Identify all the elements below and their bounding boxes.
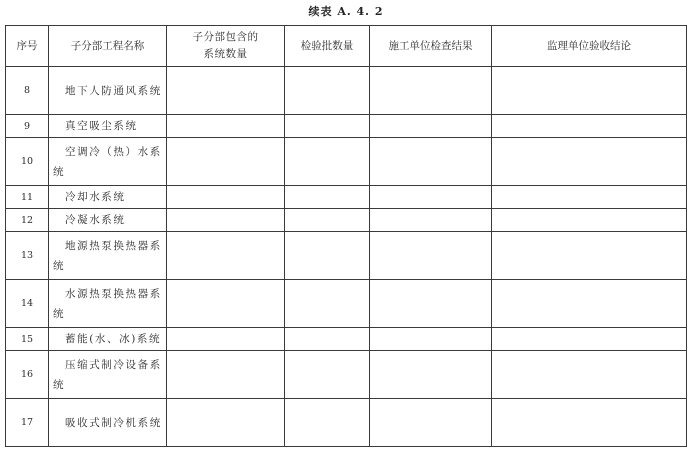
row-count xyxy=(167,67,285,115)
row-no: 15 xyxy=(6,328,49,351)
acceptance-table xyxy=(5,25,687,447)
row-no: 11 xyxy=(6,186,49,209)
header-batch: 检验批数量 xyxy=(285,26,370,67)
row-no: 13 xyxy=(6,232,49,280)
row-supervision xyxy=(492,328,687,351)
header-count xyxy=(167,26,285,67)
row-no: 16 xyxy=(6,351,49,399)
row-name: 压缩式制冷设备系统 xyxy=(53,358,162,391)
row-name: 冷却水系统 xyxy=(65,191,126,203)
row-name-cell xyxy=(49,280,167,328)
table-body xyxy=(6,67,687,447)
row-count xyxy=(167,186,285,209)
table-row xyxy=(6,186,687,209)
row-supervision xyxy=(492,67,687,115)
row-construction xyxy=(370,138,492,186)
table-row xyxy=(6,232,687,280)
row-name: 真空吸尘系统 xyxy=(65,120,138,132)
row-no: 12 xyxy=(6,209,49,232)
header-name: 子分部工程名称 xyxy=(49,26,167,67)
row-count xyxy=(167,232,285,280)
row-name-cell xyxy=(49,328,167,351)
table-row xyxy=(6,67,687,115)
row-name-cell xyxy=(49,399,167,447)
row-batch xyxy=(285,138,370,186)
table-row xyxy=(6,115,687,138)
table-row xyxy=(6,351,687,399)
row-construction xyxy=(370,280,492,328)
row-batch xyxy=(285,186,370,209)
row-count xyxy=(167,328,285,351)
table-row xyxy=(6,209,687,232)
row-batch xyxy=(285,280,370,328)
row-batch xyxy=(285,232,370,280)
row-supervision xyxy=(492,232,687,280)
row-name-cell xyxy=(49,67,167,115)
header-supervision: 监理单位验收结论 xyxy=(492,26,687,67)
row-count xyxy=(167,115,285,138)
row-name-cell xyxy=(49,186,167,209)
row-construction xyxy=(370,186,492,209)
row-name: 地下人防通风系统 xyxy=(65,84,162,97)
row-construction xyxy=(370,115,492,138)
row-name: 吸收式制冷机系统 xyxy=(65,416,162,429)
row-no: 8 xyxy=(6,67,49,115)
row-name: 水源热泵换热器系统 xyxy=(53,287,162,320)
row-name: 冷凝水系统 xyxy=(65,214,126,226)
row-supervision xyxy=(492,138,687,186)
row-construction xyxy=(370,399,492,447)
table-row xyxy=(6,280,687,328)
row-supervision xyxy=(492,209,687,232)
row-batch xyxy=(285,351,370,399)
row-construction xyxy=(370,328,492,351)
table-row xyxy=(6,328,687,351)
row-name: 地源热泵换热器系统 xyxy=(53,239,162,272)
row-no: 17 xyxy=(6,399,49,447)
row-batch xyxy=(285,209,370,232)
table-caption: 续表 A. 4. 2 xyxy=(308,5,384,18)
row-name: 蓄能(水、冰)系统 xyxy=(65,333,162,345)
row-construction xyxy=(370,232,492,280)
row-batch xyxy=(285,328,370,351)
row-count xyxy=(167,138,285,186)
row-name-cell xyxy=(49,351,167,399)
row-name-cell xyxy=(49,232,167,280)
row-name-cell xyxy=(49,138,167,186)
header-construction: 施工单位检查结果 xyxy=(370,26,492,67)
row-count xyxy=(167,351,285,399)
header-count-text: 子分部包含的系统数量 xyxy=(192,31,259,60)
row-supervision xyxy=(492,280,687,328)
row-supervision xyxy=(492,399,687,447)
row-batch xyxy=(285,399,370,447)
row-construction xyxy=(370,67,492,115)
row-no: 9 xyxy=(6,115,49,138)
row-count xyxy=(167,280,285,328)
table-row xyxy=(6,138,687,186)
row-no: 10 xyxy=(6,138,49,186)
row-construction xyxy=(370,209,492,232)
row-supervision xyxy=(492,351,687,399)
header-no: 序号 xyxy=(6,26,49,67)
table-row xyxy=(6,399,687,447)
row-batch xyxy=(285,67,370,115)
row-count xyxy=(167,209,285,232)
table-header xyxy=(6,26,687,67)
row-name-cell xyxy=(49,115,167,138)
row-construction xyxy=(370,351,492,399)
row-supervision xyxy=(492,186,687,209)
row-batch xyxy=(285,115,370,138)
row-name-cell xyxy=(49,209,167,232)
row-name: 空调冷（热）水系统 xyxy=(53,145,162,178)
row-no: 14 xyxy=(6,280,49,328)
row-count xyxy=(167,399,285,447)
row-supervision xyxy=(492,115,687,138)
